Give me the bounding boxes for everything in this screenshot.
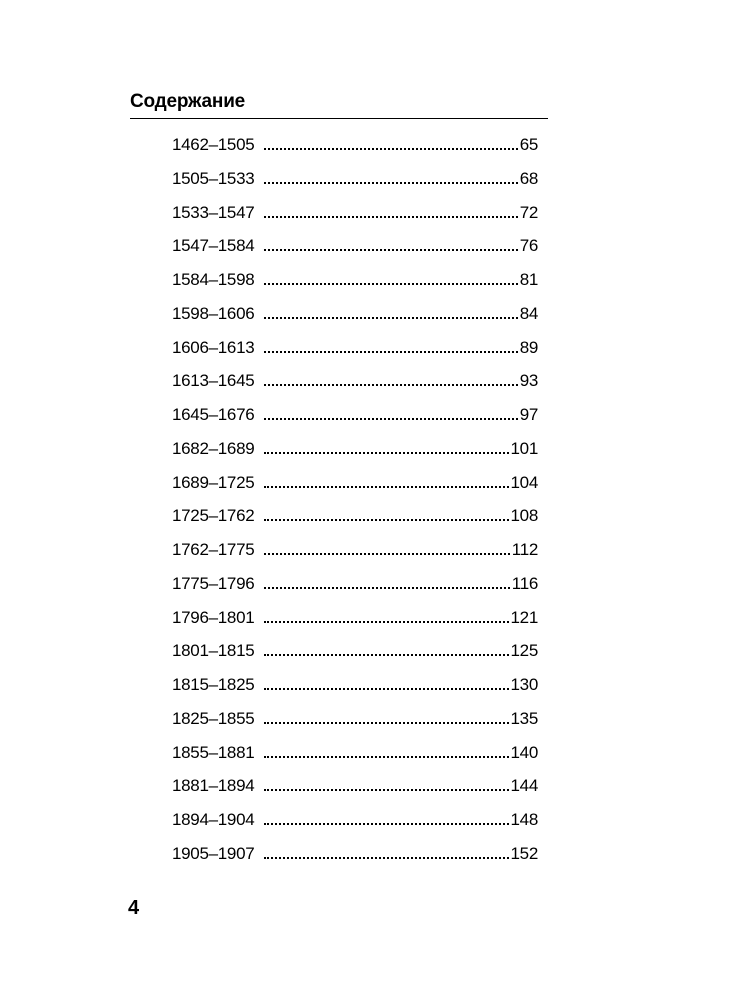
toc-entry-years: 1462–1505 — [172, 135, 255, 154]
toc-entry — [172, 736, 538, 770]
toc-entry-page: 125 — [510, 641, 538, 661]
page-header — [130, 90, 548, 119]
toc-entry — [172, 769, 538, 803]
toc-entry-years: 1796–1801 — [172, 607, 255, 627]
dot-leader — [264, 601, 508, 623]
toc-entry-years: 1645–1676 — [172, 405, 255, 424]
toc-entry-page: 135 — [510, 708, 538, 728]
toc-entry-years: 1881–1894 — [172, 776, 255, 796]
toc-entry-years: 1584–1598 — [172, 270, 255, 289]
toc-entry-page: 84 — [519, 303, 538, 323]
dot-leader — [264, 398, 517, 420]
toc-entry-page: 76 — [519, 236, 538, 256]
dot-leader — [264, 668, 508, 690]
dot-leader — [264, 567, 509, 589]
toc-entry — [172, 533, 538, 567]
toc-entry — [172, 331, 538, 365]
dot-leader — [264, 533, 509, 555]
toc-entry-years: 1855–1881 — [172, 742, 255, 762]
toc-entry — [172, 432, 538, 466]
toc-entry-years: 1815–1825 — [172, 675, 255, 694]
dot-leader — [264, 803, 508, 825]
dot-leader — [264, 634, 508, 656]
toc-entry — [172, 263, 538, 297]
toc-entry — [172, 634, 538, 668]
dot-leader — [264, 736, 508, 758]
toc-entry-page: 148 — [510, 810, 538, 829]
toc-entry — [172, 196, 538, 230]
toc-entry — [172, 601, 538, 635]
toc-entry-page: 65 — [519, 135, 538, 154]
toc-entry — [172, 162, 538, 196]
page-title: Содержание — [130, 91, 246, 112]
dot-leader — [264, 229, 517, 251]
toc-entry-page: 101 — [510, 438, 538, 458]
toc-entry — [172, 229, 538, 263]
toc-entry-page: 121 — [510, 607, 538, 627]
toc-entry-years: 1725–1762 — [172, 506, 255, 526]
toc-entry-page: 152 — [510, 843, 538, 863]
toc-entry-years: 1533–1547 — [172, 202, 255, 222]
toc-entry-page: 89 — [519, 337, 538, 357]
dot-leader — [264, 331, 517, 353]
toc-entry-years: 1762–1775 — [172, 540, 255, 559]
toc-entry-page: 140 — [510, 742, 538, 762]
toc-entry-years: 1689–1725 — [172, 472, 255, 492]
toc-entry-years: 1801–1815 — [172, 641, 255, 661]
dot-leader — [264, 769, 508, 791]
dot-leader — [264, 162, 517, 184]
toc-entry-years: 1825–1855 — [172, 708, 255, 728]
toc-entry-page: 130 — [510, 675, 538, 694]
toc-entry-years: 1606–1613 — [172, 337, 255, 357]
toc-entry-years: 1613–1645 — [172, 371, 255, 391]
toc-entry-years: 1547–1584 — [172, 236, 255, 256]
toc-entry-page: 104 — [510, 472, 538, 492]
toc-entry — [172, 364, 538, 398]
dot-leader — [264, 466, 508, 488]
page-number: 4 — [128, 897, 140, 919]
toc-entry-page: 68 — [519, 168, 538, 188]
toc-entry — [172, 803, 538, 837]
toc-entry-years: 1905–1907 — [172, 843, 255, 863]
table-of-contents — [172, 128, 538, 871]
dot-leader — [264, 128, 517, 150]
toc-entry-page: 144 — [510, 776, 538, 796]
dot-leader — [264, 364, 517, 386]
dot-leader — [264, 297, 517, 319]
toc-entry-years: 1775–1796 — [172, 573, 255, 593]
toc-entry-page: 72 — [519, 202, 538, 222]
toc-entry-page: 97 — [519, 405, 538, 424]
toc-entry-page: 116 — [511, 573, 538, 593]
toc-entry-years: 1505–1533 — [172, 168, 255, 188]
dot-leader — [264, 263, 517, 285]
toc-entry-years: 1682–1689 — [172, 438, 255, 458]
dot-leader — [264, 432, 508, 454]
toc-entry — [172, 567, 538, 601]
toc-entry-page: 81 — [519, 270, 538, 289]
toc-entry — [172, 128, 538, 162]
toc-entry-years: 1894–1904 — [172, 810, 255, 829]
dot-leader — [264, 702, 508, 724]
toc-entry-years: 1598–1606 — [172, 303, 255, 323]
dot-leader — [264, 499, 508, 521]
toc-entry-page: 108 — [510, 506, 538, 526]
toc-entry — [172, 297, 538, 331]
toc-entry — [172, 668, 538, 702]
toc-entry-page: 112 — [511, 540, 538, 559]
toc-entry — [172, 837, 538, 871]
toc-entry — [172, 466, 538, 500]
toc-entry — [172, 499, 538, 533]
dot-leader — [264, 837, 508, 859]
toc-entry-page: 93 — [519, 371, 538, 391]
toc-entry — [172, 398, 538, 432]
dot-leader — [264, 196, 517, 218]
toc-entry — [172, 702, 538, 736]
